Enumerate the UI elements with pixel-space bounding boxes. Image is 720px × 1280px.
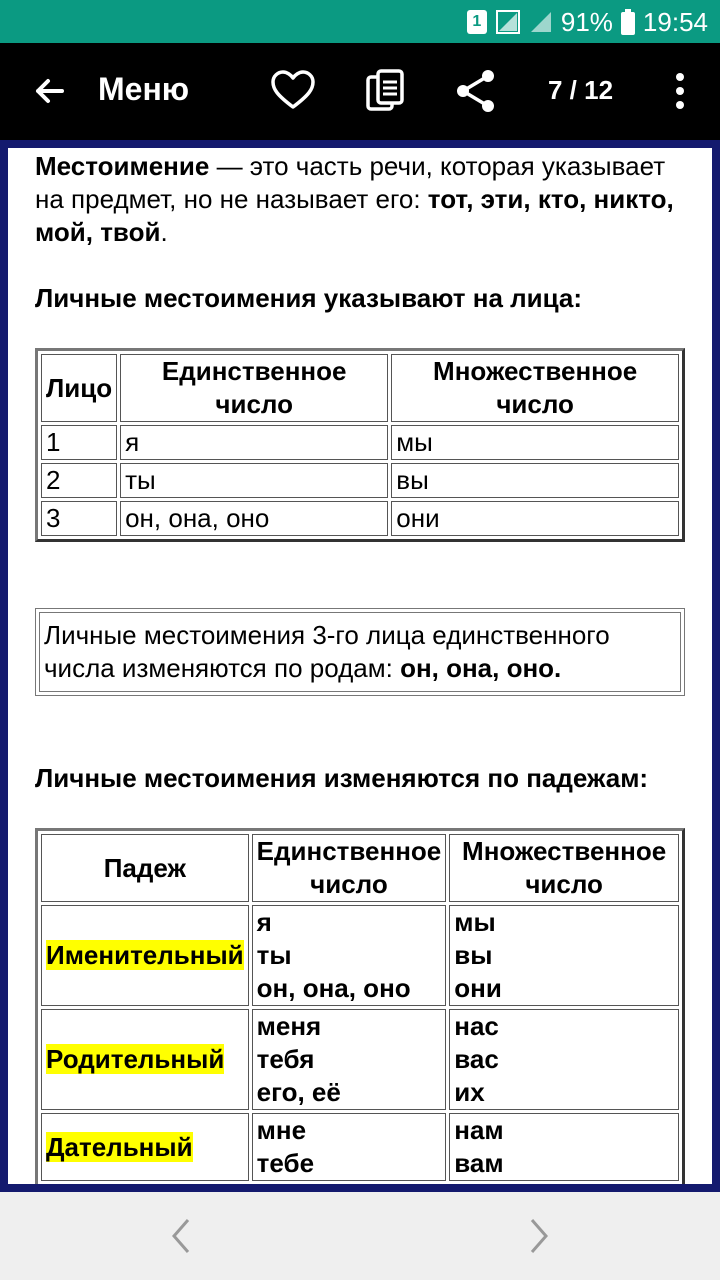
- more-vert-icon[interactable]: [656, 67, 704, 115]
- table-header-cell: Единственное число: [120, 354, 388, 422]
- cell-signal-icon: [529, 10, 553, 34]
- persons-table: [35, 348, 685, 542]
- table-cell: мы: [391, 425, 679, 460]
- table-header-cell: Лицо: [41, 354, 117, 422]
- table-cell: [252, 1113, 447, 1181]
- form: мне: [256, 1115, 307, 1145]
- table-row: [41, 463, 679, 498]
- form: тебе: [256, 1148, 315, 1178]
- table-cell: [449, 1009, 679, 1110]
- chevron-left-icon[interactable]: [166, 1216, 196, 1256]
- app-toolbar: [0, 43, 720, 140]
- clock: 19:54: [642, 6, 708, 37]
- form: его, её: [256, 1077, 341, 1107]
- page-indicator: 7 / 12: [548, 75, 614, 105]
- case-cell: [41, 1009, 249, 1110]
- status-icons: [467, 6, 708, 38]
- table-header-row: [41, 834, 679, 902]
- case-cell: [41, 905, 249, 1006]
- table-row: [41, 425, 679, 460]
- form: тебя: [256, 1044, 315, 1074]
- table-header-cell: Множественное число: [449, 834, 679, 902]
- case-name: Именительный: [46, 940, 244, 970]
- case-name: Дательный: [46, 1131, 193, 1162]
- form: вас: [454, 1044, 499, 1074]
- note-box: [35, 608, 685, 696]
- page-viewport[interactable]: [8, 148, 712, 1184]
- note-text-bold: он, она, оно.: [400, 653, 562, 683]
- table-cell: 2: [41, 463, 117, 498]
- chevron-right-icon[interactable]: [524, 1216, 554, 1256]
- table-row: [41, 905, 679, 1006]
- case-cell: [41, 1113, 249, 1181]
- table-header-cell: Единственное число: [252, 834, 447, 902]
- table-row: [41, 501, 679, 536]
- no-signal-icon: [495, 9, 521, 35]
- table-cell: [449, 905, 679, 1006]
- form: мы: [454, 907, 496, 937]
- table-cell: 3: [41, 501, 117, 536]
- form: ты: [256, 940, 292, 970]
- heart-icon[interactable]: [269, 67, 317, 115]
- sim-icon: 1: [467, 10, 487, 34]
- form: я: [256, 907, 272, 937]
- intro-term: Местоимение: [35, 151, 210, 181]
- note-text-plain: Личные местоимения 3-го лица единственного числа изменяются по родам:: [44, 620, 610, 683]
- form: нам: [454, 1115, 504, 1145]
- heading-persons: Личные местоимения указывают на лица:: [35, 283, 583, 313]
- note-text: [39, 612, 681, 692]
- table-cell: 1: [41, 425, 117, 460]
- table-cell: я: [120, 425, 388, 460]
- form: их: [454, 1077, 485, 1107]
- form: вы: [454, 940, 493, 970]
- table-header-cell: Множественное число: [391, 354, 679, 422]
- case-name: Родительный: [46, 1044, 225, 1074]
- intro-end: .: [160, 217, 168, 247]
- share-icon[interactable]: [452, 67, 500, 115]
- table-cell: вы: [391, 463, 679, 498]
- form: он, она, оно: [256, 973, 411, 1003]
- table-cell: [252, 905, 447, 1006]
- form: они: [454, 973, 502, 1003]
- intro-paragraph: [35, 150, 695, 249]
- back-arrow-icon[interactable]: [28, 69, 72, 113]
- article: [35, 148, 695, 1184]
- cases-table: [35, 828, 685, 1184]
- toolbar-title[interactable]: Меню: [98, 71, 190, 107]
- heading-cases: Личные местоимения изменяются по падежам:: [35, 763, 649, 793]
- battery-icon: [621, 9, 635, 35]
- table-header-cell: Падеж: [41, 834, 249, 902]
- intro-examples: тот, эти, кто, никто, мой, твой: [35, 184, 674, 247]
- table-row: [41, 1009, 679, 1110]
- page-navigation-bar: [0, 1192, 720, 1280]
- table-row: [41, 1113, 679, 1181]
- table-cell: он, она, оно: [120, 501, 388, 536]
- form: вам: [454, 1148, 504, 1178]
- copy-icon[interactable]: [362, 67, 410, 115]
- status-bar: [0, 0, 720, 43]
- table-header-row: [41, 354, 679, 422]
- intro-text: — это часть речи, которая указывает на предмет, но не называет его:: [35, 151, 666, 214]
- content-frame: [0, 140, 720, 1192]
- battery-percent: 91%: [560, 6, 613, 37]
- table-cell: они: [391, 501, 679, 536]
- table-cell: [449, 1113, 679, 1181]
- table-cell: [252, 1009, 447, 1110]
- form: нас: [454, 1011, 499, 1041]
- form: меня: [256, 1011, 322, 1041]
- table-cell: ты: [120, 463, 388, 498]
